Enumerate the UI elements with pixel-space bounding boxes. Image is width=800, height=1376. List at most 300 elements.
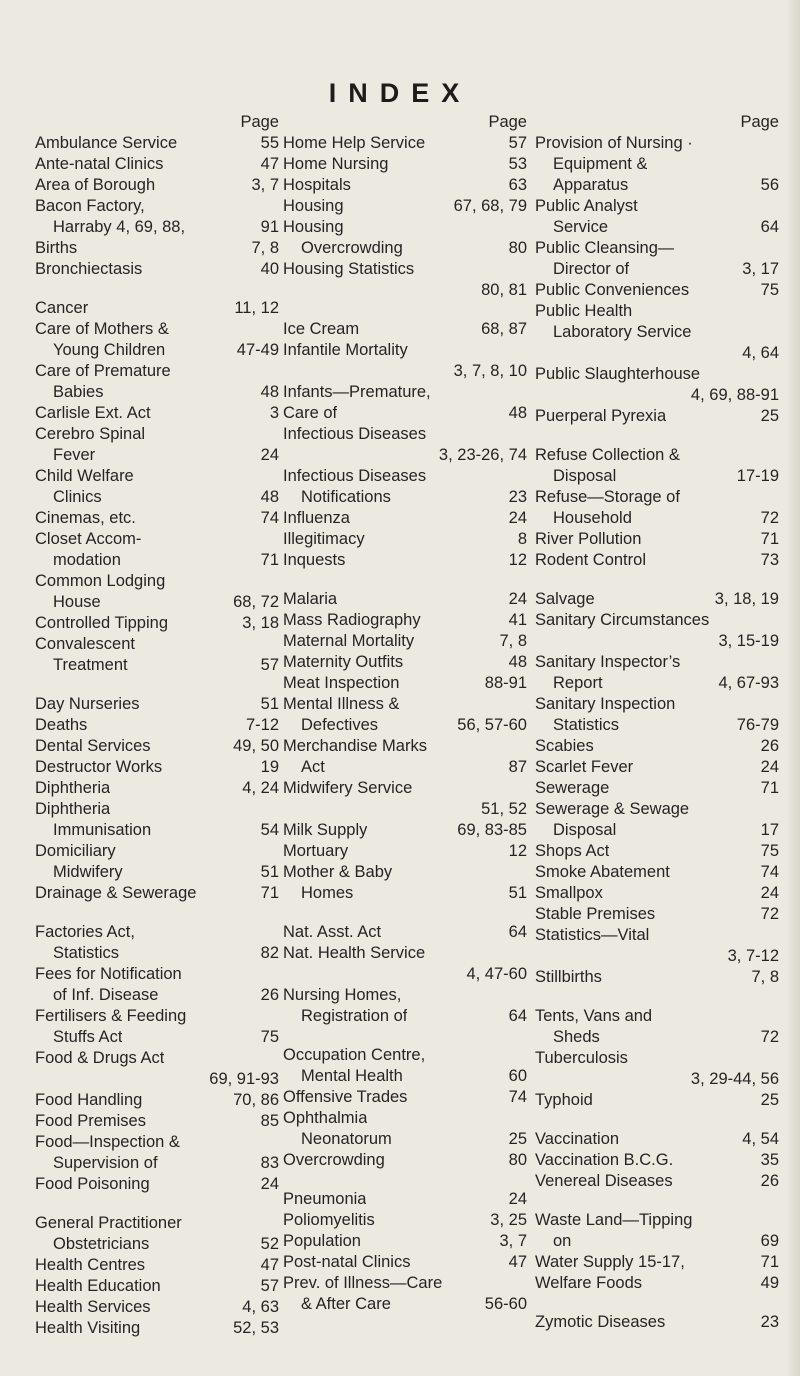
entry-topic: Deaths <box>35 716 88 734</box>
entry-page-numbers: 69, 83-85 <box>457 821 527 839</box>
index-entry-line <box>35 175 279 196</box>
index-section <box>35 694 279 904</box>
index-entry <box>535 757 779 778</box>
index-entry-line <box>283 466 527 487</box>
entry-page-numbers <box>273 1048 279 1069</box>
index-entry <box>35 196 279 238</box>
entry-topic: Housing <box>283 197 344 215</box>
index-entry-line <box>35 361 279 382</box>
index-entry-line <box>283 883 527 904</box>
entry-topic: Supervision of <box>53 1154 158 1172</box>
entry-page-numbers: 69, 91-93 <box>209 1070 279 1088</box>
index-column-2 <box>283 112 527 1315</box>
index-entry-line <box>535 322 779 343</box>
entry-page-numbers: 73 <box>760 551 779 569</box>
index-entry-line <box>535 841 779 862</box>
index-entry <box>35 799 279 841</box>
entry-page-numbers: 64 <box>508 923 527 941</box>
index-entry <box>35 1318 279 1339</box>
index-entry-line <box>283 1273 527 1294</box>
index-entry-line <box>535 445 779 466</box>
entry-page-numbers <box>773 301 779 322</box>
index-entry <box>35 715 279 736</box>
entry-topic: House <box>53 593 101 611</box>
index-entry-line <box>283 799 527 820</box>
entry-page-numbers: 56 <box>760 176 779 194</box>
index-entry <box>35 319 279 361</box>
entry-page-numbers <box>521 1045 527 1066</box>
index-entry-line <box>35 1318 279 1339</box>
index-entry-line <box>535 1273 779 1294</box>
entry-page-numbers: 26 <box>260 986 279 1004</box>
page-column-header: Page <box>740 113 779 131</box>
index-section <box>283 922 527 1027</box>
entry-topic: Sanitary Inspection <box>535 695 676 713</box>
index-entry <box>283 175 527 196</box>
entry-topic: Housing Statistics <box>283 260 415 278</box>
entry-topic: Nat. Asst. Act <box>283 923 382 941</box>
index-entry-line <box>535 343 779 364</box>
index-section <box>535 1006 779 1111</box>
index-entry <box>535 1210 779 1252</box>
index-entry <box>283 340 527 382</box>
entry-topic: Carlisle Ext. Act <box>35 404 151 422</box>
index-entry-line <box>535 1252 779 1273</box>
entry-topic: Welfare Foods <box>535 1274 642 1292</box>
entry-topic: Area of Borough <box>35 176 156 194</box>
entry-topic: Population <box>283 1232 361 1250</box>
index-entry <box>535 550 779 571</box>
entry-topic: Hospitals <box>283 176 351 194</box>
entry-page-numbers <box>273 424 279 445</box>
index-entry-line <box>283 1231 527 1252</box>
entry-page-numbers: 25 <box>508 1130 527 1148</box>
index-entry <box>35 133 279 154</box>
index-entry-line <box>283 820 527 841</box>
entry-page-numbers: 56-60 <box>484 1295 527 1313</box>
entry-topic: Poliomyelitis <box>283 1211 375 1229</box>
entry-topic: Nursing Homes, <box>283 986 402 1004</box>
entry-page-numbers: 26 <box>760 1172 779 1190</box>
index-entry-line <box>283 964 527 985</box>
index-entry-line <box>35 1090 279 1111</box>
index-entry-line <box>283 238 527 259</box>
entry-page-numbers: 3, 7 <box>251 176 279 194</box>
entry-page-numbers: 24 <box>260 446 279 464</box>
index-entry <box>35 154 279 175</box>
index-entry-line <box>35 841 279 862</box>
index-entry <box>535 280 779 301</box>
index-entry-line <box>535 280 779 301</box>
entry-page-numbers: 91 <box>260 218 279 236</box>
index-entry-line <box>535 631 779 652</box>
index-entry <box>35 1255 279 1276</box>
index-entry <box>35 403 279 424</box>
entry-topic: Infants—Premature, <box>283 383 431 401</box>
entry-topic: Drainage & Sewerage <box>35 884 197 902</box>
entry-page-numbers: 68, 72 <box>233 593 279 611</box>
entry-page-numbers: 57 <box>508 134 527 152</box>
index-entry-line <box>283 694 527 715</box>
entry-topic: Treatment <box>53 656 128 674</box>
entry-topic: Common Lodging <box>35 572 166 590</box>
entry-page-numbers <box>773 1048 779 1069</box>
index-entry <box>283 589 527 610</box>
index-entry <box>35 424 279 466</box>
index-entry-line <box>535 364 779 385</box>
index-entry-line <box>283 340 527 361</box>
entry-topic: Vaccination <box>535 1130 620 1148</box>
index-entry <box>283 196 527 217</box>
index-entry-line <box>35 340 279 361</box>
index-entry <box>35 1132 279 1174</box>
entry-topic: Cerebro Spinal <box>35 425 146 443</box>
entry-topic: Typhoid <box>535 1091 593 1109</box>
entry-topic: Maternity Outfits <box>283 653 404 671</box>
index-entry-line <box>535 610 779 631</box>
index-entry <box>283 778 527 820</box>
index-entry <box>35 1090 279 1111</box>
entry-page-numbers <box>273 964 279 985</box>
entry-topic: Midwifery Service <box>283 779 413 797</box>
index-entry <box>535 1312 779 1333</box>
index-entry-line <box>535 715 779 736</box>
page-edge <box>786 0 800 1376</box>
index-entry <box>535 925 779 967</box>
index-entry-line <box>283 1066 527 1087</box>
entry-topic: Refuse—Storage of <box>535 488 680 506</box>
index-entry <box>283 319 527 340</box>
entry-page-numbers <box>521 862 527 883</box>
index-entry-line <box>35 1069 279 1090</box>
index-entry <box>35 1174 279 1195</box>
entry-topic: Dental Services <box>35 737 151 755</box>
index-entry <box>535 736 779 757</box>
index-entry <box>35 1276 279 1297</box>
entry-page-numbers: 57 <box>260 656 279 674</box>
index-entry <box>283 1087 527 1108</box>
index-section <box>283 589 527 904</box>
entry-topic: Water Supply 15-17, <box>535 1253 685 1271</box>
entry-page-numbers: 55 <box>260 134 279 152</box>
page-column-header: Page <box>488 113 527 131</box>
entry-page-numbers: 68, 87 <box>481 320 527 338</box>
entry-page-numbers <box>773 364 779 385</box>
entry-page-numbers: 69 <box>760 1232 779 1250</box>
index-entry <box>35 508 279 529</box>
index-entry-line <box>35 1132 279 1153</box>
entry-topic: Overcrowding <box>301 239 403 257</box>
entry-page-numbers: 51 <box>508 884 527 902</box>
entry-topic: Obstetricians <box>53 1235 150 1253</box>
entry-page-numbers: 56, 57-60 <box>457 716 527 734</box>
entry-page-numbers: 80 <box>508 1151 527 1169</box>
entry-page-numbers: 4, 54 <box>742 1130 779 1148</box>
index-entry-line <box>283 280 527 301</box>
entry-topic: Smoke Abatement <box>535 863 670 881</box>
entry-topic: Public Slaughterhouse <box>535 365 701 383</box>
entry-topic: Household <box>553 509 632 527</box>
index-section <box>283 319 527 571</box>
entry-topic: Apparatus <box>553 176 629 194</box>
entry-topic: Births <box>35 239 78 257</box>
entry-page-numbers: 4, 63 <box>242 1298 279 1316</box>
entry-topic: Stable Premises <box>535 905 656 923</box>
index-section <box>35 133 279 280</box>
entry-topic: Neonatorum <box>301 1130 392 1148</box>
index-entry-line <box>35 382 279 403</box>
index-section <box>35 922 279 1195</box>
entry-topic: Meat Inspection <box>283 674 400 692</box>
entry-topic: Nat. Health Service <box>283 944 426 962</box>
entry-topic: Public Analyst <box>535 197 638 215</box>
entry-topic: Diphtheria <box>35 779 111 797</box>
entry-page-numbers <box>273 466 279 487</box>
index-entry <box>283 133 527 154</box>
index-entry-line <box>535 1069 779 1090</box>
entry-page-numbers: 12 <box>508 842 527 860</box>
index-entry <box>283 862 527 904</box>
index-entry-line <box>35 1297 279 1318</box>
index-entry <box>35 778 279 799</box>
entry-topic: Scabies <box>535 737 594 755</box>
entry-topic: Bronchiectasis <box>35 260 143 278</box>
index-entry-line <box>283 1150 527 1171</box>
entry-page-numbers <box>521 694 527 715</box>
index-entry-line <box>283 217 527 238</box>
index-entry-line <box>535 883 779 904</box>
entry-topic: Infantile Mortality <box>283 341 408 359</box>
index-entry <box>535 1252 779 1273</box>
entry-page-numbers: 83 <box>260 1154 279 1172</box>
index-entry-line <box>535 589 779 610</box>
entry-topic: Statistics—Vital <box>535 926 650 944</box>
index-entry-line <box>283 1087 527 1108</box>
entry-page-numbers: 41 <box>508 611 527 629</box>
index-entry-line <box>283 424 527 445</box>
entry-page-numbers <box>273 1132 279 1153</box>
index-entry-line <box>283 985 527 1006</box>
index-entry-line <box>35 238 279 259</box>
index-entry-line <box>283 778 527 799</box>
entry-topic: Sanitary Inspector’s <box>535 653 681 671</box>
entry-page-numbers: 64 <box>760 218 779 236</box>
index-entry-line <box>35 778 279 799</box>
entry-page-numbers: 7, 8 <box>751 968 779 986</box>
index-entry-line <box>535 736 779 757</box>
entry-topic: Food Premises <box>35 1112 146 1130</box>
index-entry <box>35 1297 279 1318</box>
index-entry-line <box>535 196 779 217</box>
index-entry <box>283 1150 527 1171</box>
index-entry <box>283 943 527 985</box>
entry-topic: River Pollution <box>535 530 642 548</box>
index-entry <box>283 466 527 508</box>
index-entry <box>283 922 527 943</box>
index-section <box>535 1312 779 1333</box>
entry-topic: Fertilisers & Feeding <box>35 1007 187 1025</box>
entry-topic: Harraby 4, 69, 88, <box>53 218 186 236</box>
index-entry <box>35 634 279 676</box>
entry-topic: Salvage <box>535 590 595 608</box>
index-entry-line <box>35 757 279 778</box>
index-entry <box>35 736 279 757</box>
index-entry <box>535 694 779 736</box>
entry-page-numbers <box>773 487 779 508</box>
entry-topic: Malaria <box>283 590 338 608</box>
entry-page-numbers <box>273 1006 279 1027</box>
index-entry-line <box>535 1150 779 1171</box>
entry-topic: Fever <box>53 446 96 464</box>
entry-page-numbers: 82 <box>260 944 279 962</box>
index-entry <box>35 175 279 196</box>
entry-topic: Factories Act, <box>35 923 135 941</box>
entry-page-numbers <box>521 943 527 964</box>
entry-topic: Infectious Diseases <box>283 467 427 485</box>
entry-page-numbers: 51 <box>260 863 279 881</box>
index-entry-line <box>535 466 779 487</box>
entry-topic: Influenza <box>283 509 350 527</box>
index-entry-line <box>535 778 779 799</box>
entry-topic: Home Nursing <box>283 155 389 173</box>
index-entry-line <box>283 1252 527 1273</box>
index-entry-line <box>35 862 279 883</box>
index-section <box>283 133 527 301</box>
index-entry <box>283 550 527 571</box>
index-entry <box>535 589 779 610</box>
entry-topic: Domiciliary <box>35 842 116 860</box>
index-entry-line <box>283 361 527 382</box>
index-entry-line <box>35 922 279 943</box>
entry-page-numbers: 48 <box>260 383 279 401</box>
entry-topic: Infectious Diseases <box>283 425 427 443</box>
index-entry <box>283 820 527 841</box>
index-entry <box>35 238 279 259</box>
entry-page-numbers: 12 <box>508 551 527 569</box>
index-entry <box>535 1171 779 1192</box>
entry-topic: Housing <box>283 218 344 236</box>
entry-page-numbers <box>521 340 527 361</box>
entry-page-numbers: 4, 69, 88-91 <box>690 386 779 404</box>
index-entry-line <box>283 319 527 340</box>
entry-topic: Mortuary <box>283 842 349 860</box>
entry-topic: Shops Act <box>535 842 610 860</box>
index-entry <box>535 529 779 550</box>
index-entry <box>35 1048 279 1090</box>
index-entry-line <box>535 757 779 778</box>
entry-page-numbers: 3, 15-19 <box>718 632 779 650</box>
entry-page-numbers: 72 <box>760 1028 779 1046</box>
entry-page-numbers: 26 <box>760 737 779 755</box>
index-entry-line <box>535 1027 779 1048</box>
entry-page-numbers: 71 <box>760 530 779 548</box>
entry-page-numbers: 23 <box>760 1313 779 1331</box>
entry-page-numbers <box>521 424 527 445</box>
index-entry-line <box>35 217 279 238</box>
entry-topic: Sheds <box>553 1028 600 1046</box>
index-entry-line <box>283 1294 527 1315</box>
entry-topic: Merchandise Marks <box>283 737 427 755</box>
index-entry <box>283 1189 527 1210</box>
entry-page-numbers <box>273 196 279 217</box>
entry-page-numbers: 74 <box>508 1088 527 1106</box>
index-entry <box>535 883 779 904</box>
index-section <box>535 589 779 988</box>
index-entry-line <box>35 445 279 466</box>
entry-page-numbers <box>273 799 279 820</box>
entry-page-numbers <box>521 778 527 799</box>
index-entry <box>283 631 527 652</box>
entry-topic: Mass Radiography <box>283 611 421 629</box>
entry-page-numbers: 70, 86 <box>233 1091 279 1109</box>
index-entry <box>535 1006 779 1048</box>
entry-topic: Care of Mothers & <box>35 320 169 338</box>
index-entry <box>283 1252 527 1273</box>
index-entry-line <box>35 319 279 340</box>
index-entry-line <box>535 1210 779 1231</box>
index-section <box>35 298 279 676</box>
index-entry <box>283 610 527 631</box>
entry-topic: Mental Health <box>301 1067 403 1085</box>
entry-page-numbers: 47-49 <box>236 341 279 359</box>
entry-page-numbers: 3, 29-44, 56 <box>690 1070 779 1088</box>
entry-topic: Laboratory Service <box>553 323 692 341</box>
index-entry-line <box>283 610 527 631</box>
index-entry-line <box>35 298 279 319</box>
entry-topic: Illegitimacy <box>283 530 365 548</box>
entry-topic: Babies <box>53 383 104 401</box>
entry-topic: Food Poisoning <box>35 1175 150 1193</box>
entry-page-numbers <box>273 571 279 592</box>
index-entry <box>283 841 527 862</box>
index-entry-line <box>283 943 527 964</box>
entry-page-numbers: 4, 64 <box>742 344 779 362</box>
index-entry-line <box>35 592 279 613</box>
entry-page-numbers: 63 <box>508 176 527 194</box>
entry-page-numbers <box>273 922 279 943</box>
index-entry-line <box>35 1234 279 1255</box>
index-entry <box>35 1213 279 1255</box>
entry-page-numbers <box>273 1213 279 1234</box>
index-entry <box>35 922 279 964</box>
index-entry-line <box>535 550 779 571</box>
entry-topic: Closet Accom- <box>35 530 142 548</box>
index-entry-line <box>535 259 779 280</box>
entry-topic: Defectives <box>301 716 379 734</box>
index-entry-line <box>535 301 779 322</box>
entry-topic: Child Welfare <box>35 467 134 485</box>
entry-page-numbers: 88-91 <box>484 674 527 692</box>
entry-page-numbers <box>773 799 779 820</box>
entry-page-numbers <box>773 1006 779 1027</box>
entry-topic: Zymotic Diseases <box>535 1313 666 1331</box>
entry-page-numbers: 80 <box>508 239 527 257</box>
index-entry <box>283 1231 527 1252</box>
entry-page-numbers: 24 <box>760 884 779 902</box>
entry-topic: Rodent Control <box>535 551 646 569</box>
entry-page-numbers <box>273 634 279 655</box>
index-entry-line <box>283 508 527 529</box>
entry-page-numbers: 75 <box>760 842 779 860</box>
index-entry-line <box>283 175 527 196</box>
index-entry-line <box>35 1153 279 1174</box>
entry-topic: Homes <box>301 884 354 902</box>
index-entry-line <box>35 1276 279 1297</box>
index-entry-line <box>535 385 779 406</box>
index-entry <box>535 133 779 196</box>
entry-page-numbers <box>521 1108 527 1129</box>
index-entry-line <box>535 1312 779 1333</box>
